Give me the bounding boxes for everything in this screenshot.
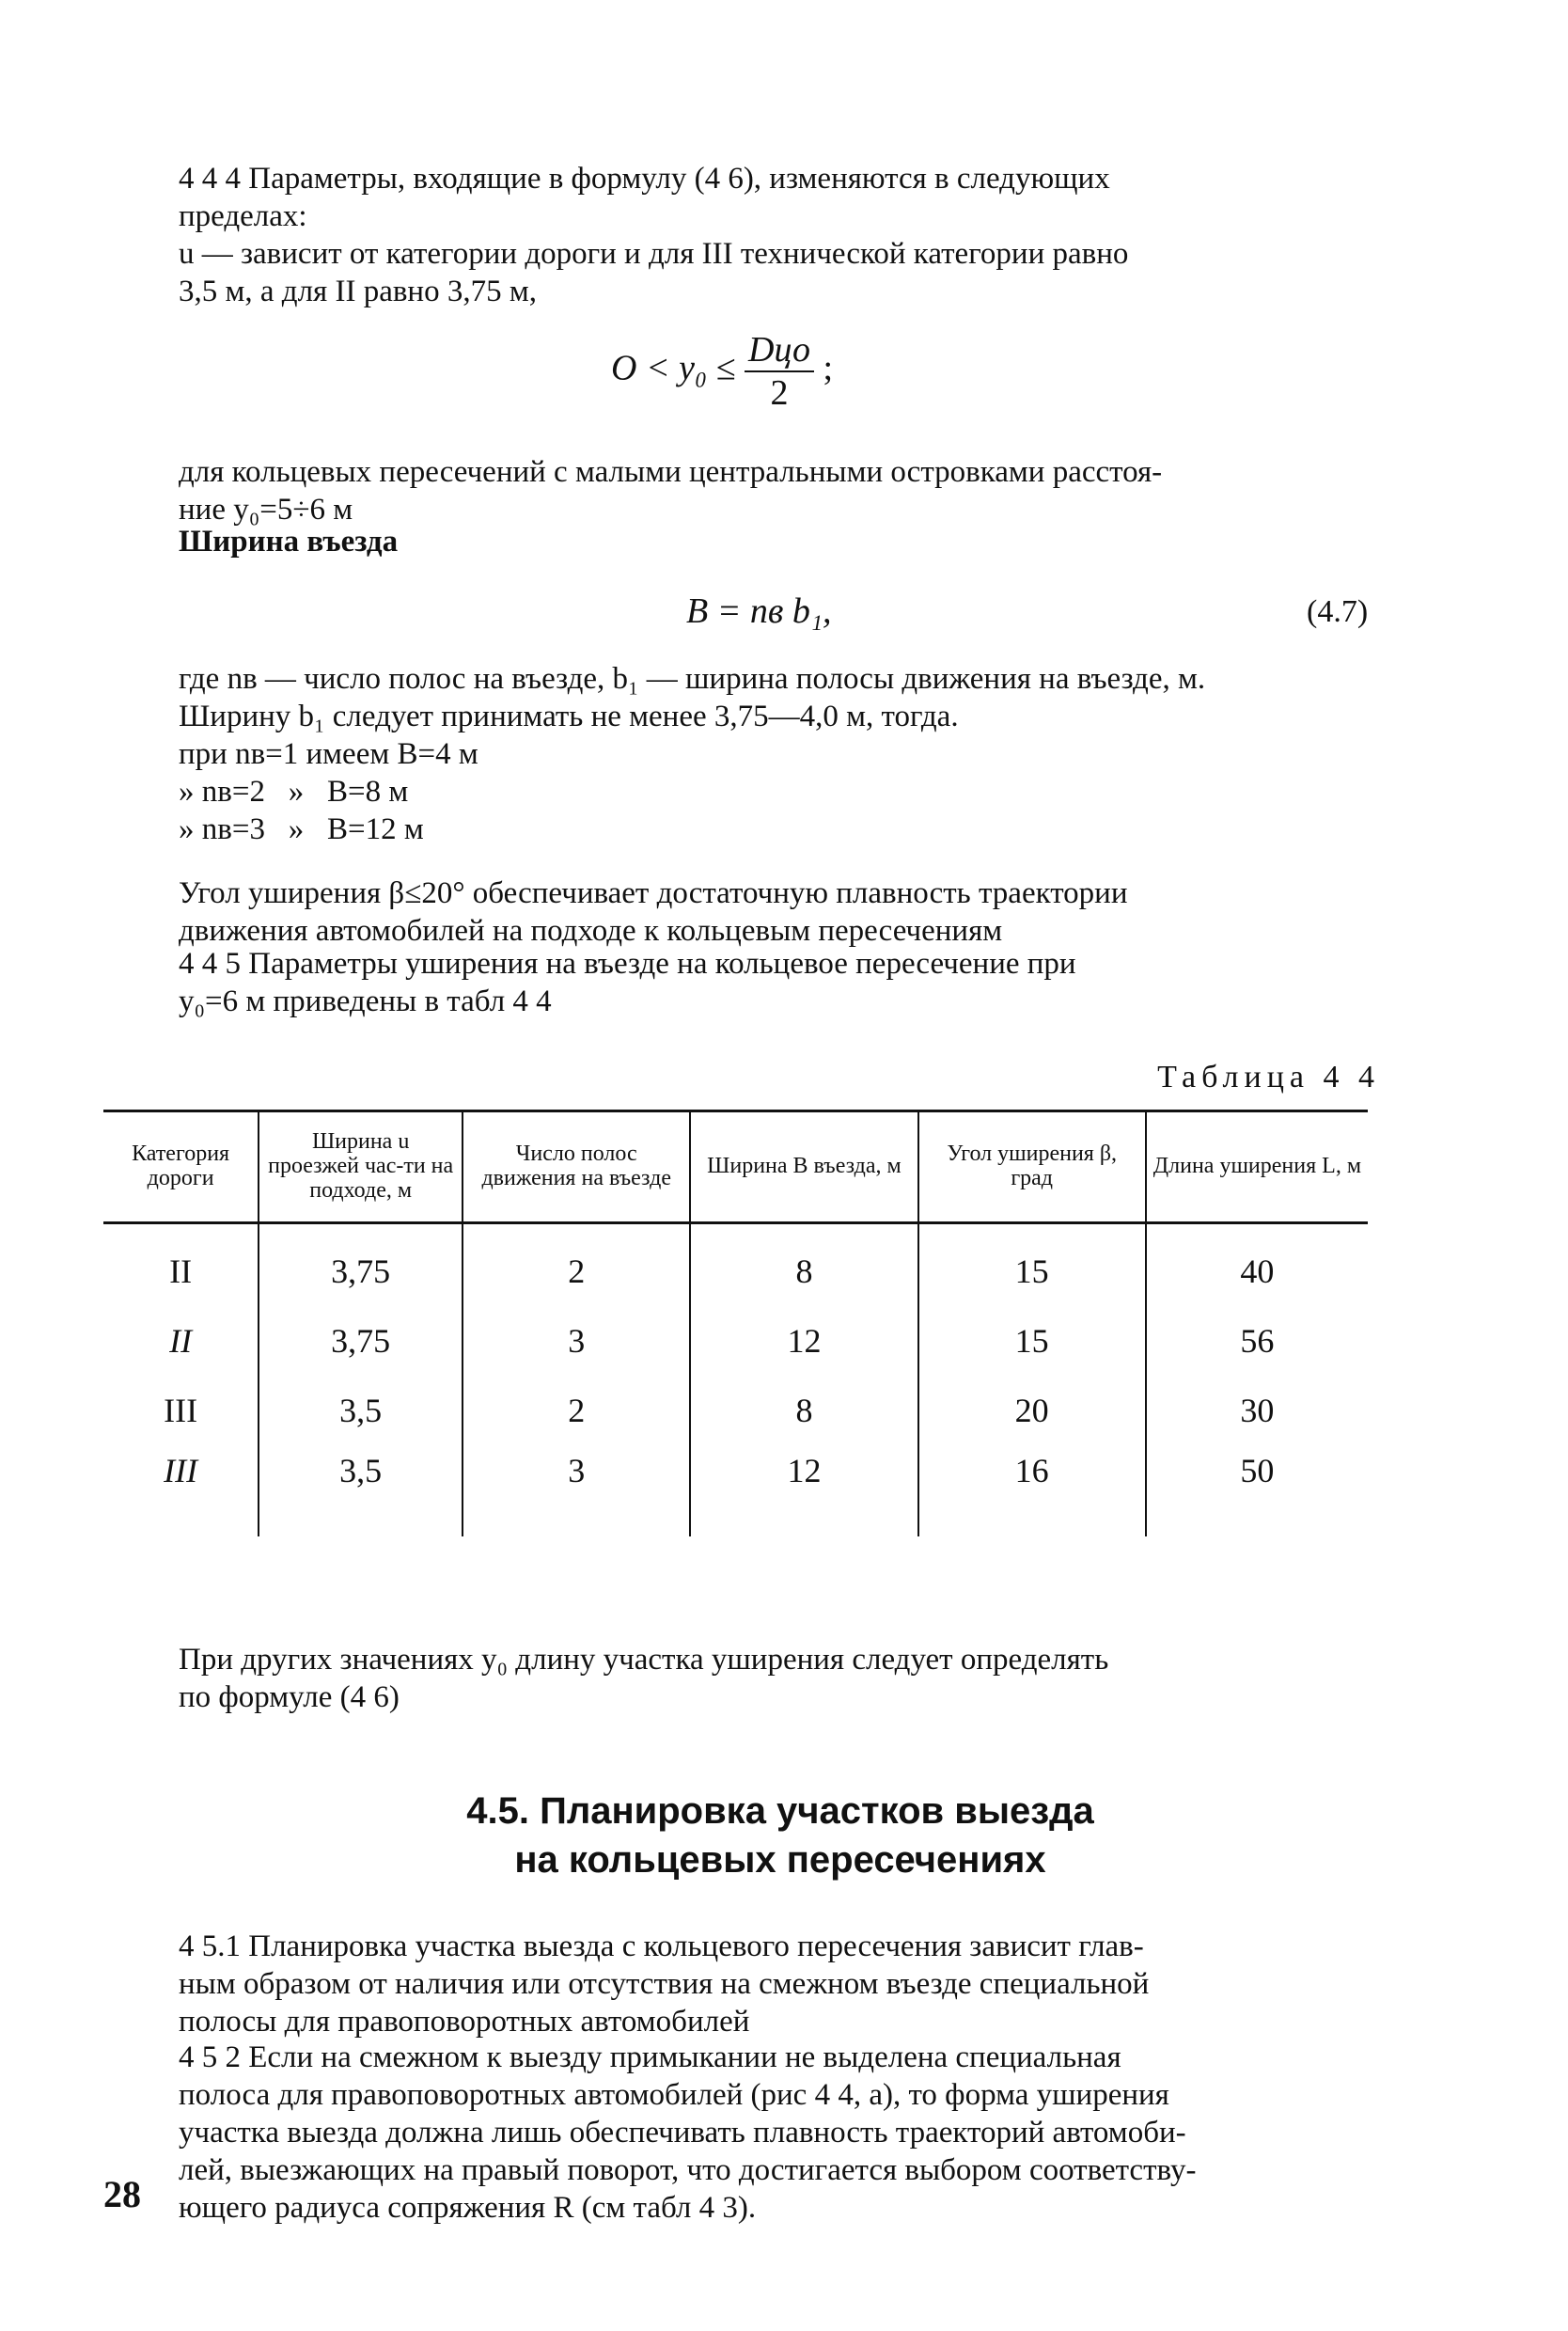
text-line: для кольцевых пересечений с малыми центральными островками расстоя- [179, 455, 1163, 489]
table-row [103, 1445, 1368, 1536]
table-cell: 3 [463, 1445, 690, 1536]
table-cell: 3,5 [259, 1376, 463, 1445]
formula-y0-range [611, 329, 833, 414]
paragraph-angle [179, 874, 1382, 950]
text-line: ющего радиуса сопряжения R (см табл 4 3). [179, 2191, 757, 2225]
paragraph-other-values [179, 1641, 1382, 1716]
table-cell: 20 [918, 1376, 1146, 1445]
table-cell: II [169, 1322, 193, 1360]
text-line: 4 4 4 Параметры, входящие в формулу (4 6), изменяются в следующих [179, 162, 1110, 196]
section-heading [179, 1787, 1382, 1884]
fraction-denominator: 2 [770, 373, 789, 413]
text-line: ным образом от наличия или отсутствия на смежном въезде специальной [179, 1967, 1150, 2001]
text-line: u — зависит от категории дороги и для III технической категории равно [179, 237, 1129, 271]
table-cell: 40 [1146, 1223, 1368, 1307]
paragraph-ring-islands [179, 453, 1382, 528]
table-cell: 3,75 [259, 1306, 463, 1376]
table-cell: 50 [1146, 1445, 1368, 1536]
table-cell: 30 [1146, 1376, 1368, 1445]
text-line: участка выезда должна лишь обеспечивать плавность траекторий автомоби- [179, 2116, 1186, 2150]
table-cell: III [164, 1452, 198, 1489]
text-line: Ширину b₁ следует принимать не менее 3,75—4,0 м, тогда. [179, 700, 959, 733]
table-header-cell: Ширина u проезжей час-ти на подходе, м [259, 1111, 463, 1223]
formula-fraction [745, 329, 814, 414]
table-row [103, 1306, 1368, 1376]
table-cell: 8 [690, 1223, 917, 1307]
text-line: 4 5.1 Планировка участка выезда с кольцевого пересечения зависит глав- [179, 1929, 1144, 1963]
table-cell: 2 [463, 1223, 690, 1307]
text-line: » nв=2 » B=8 м [179, 775, 409, 809]
table-header-cell: Длина уширения L, м [1146, 1111, 1368, 1223]
table-header-cell: Число полос движения на въезде [463, 1111, 690, 1223]
text-line: где nв — число полос на въезде, b₁ — ширина полосы движения на въезде, м. [179, 662, 1206, 696]
table-cell: 15 [918, 1223, 1146, 1307]
text-line: 4 4 5 Параметры уширения на въезде на кольцевое пересечение при [179, 947, 1076, 981]
text-line: 3,5 м, а для II равно 3,75 м, [179, 275, 537, 308]
table-cell: II [169, 1252, 193, 1290]
formula-number: (4.7) [1307, 594, 1369, 629]
table-cell: 2 [463, 1376, 690, 1445]
heading-line: 4.5. Планировка участков выезда [466, 1790, 1094, 1832]
text-line: по формуле (4 6) [179, 1680, 400, 1714]
table-cell: 3 [463, 1306, 690, 1376]
table-cell: 15 [918, 1306, 1146, 1376]
table-cell: III [164, 1392, 198, 1429]
heading-line: на кольцевых пересечениях [514, 1839, 1046, 1881]
entry-width-label: Ширина въезда [179, 525, 399, 559]
table-header-cell: Ширина B въезда, м [690, 1111, 917, 1223]
table-cell: 12 [690, 1306, 917, 1376]
table-cell: 12 [690, 1445, 917, 1536]
text-line: » nв=3 » B=12 м [179, 812, 424, 846]
formula-left: O < y₀ ≤ [611, 348, 736, 388]
table-cell: 8 [690, 1376, 917, 1445]
table-header-cell: Угол уширения β, град [918, 1111, 1146, 1223]
formula-4-7: B = nв b₁, [686, 591, 832, 631]
text-line: при nв=1 имеем B=4 м [179, 737, 478, 771]
table-cell: 3,5 [259, 1445, 463, 1536]
text-line: ние y₀=5÷6 м [179, 493, 353, 527]
paragraph-4-5-1 [179, 1928, 1382, 2040]
text-line: полоса для правоповоротных автомобилей (рис 4 4, a), то форма уширения [179, 2078, 1169, 2112]
paragraph-4-4-5 [179, 945, 1382, 1020]
text-line: движения автомобилей на подходе к кольцевым пересечениям [179, 914, 1003, 948]
text-line: Угол уширения β≤20° обеспечивает достаточную плавность траектории [179, 876, 1128, 910]
table-title: Таблица 4 4 [1157, 1060, 1380, 1095]
table-cell: 3,75 [259, 1223, 463, 1307]
fraction-numerator: Dцо [745, 329, 814, 372]
table-header-row [103, 1111, 1368, 1223]
parameters-table [103, 1110, 1368, 1536]
paragraph-4-5-2 [179, 2039, 1382, 2227]
paragraph-4-4-4 [179, 160, 1382, 310]
text-line: пределах: [179, 199, 307, 233]
text-line: лей, выезжающих на правый поворот, что достигается выбором соответству- [179, 2153, 1197, 2187]
table-header-cell: Категория дороги [103, 1111, 259, 1223]
table-cell: 56 [1146, 1306, 1368, 1376]
formula-tail: ; [823, 348, 833, 388]
paragraph-where [179, 660, 1382, 848]
table-row [103, 1376, 1368, 1445]
text-line: полосы для правоповоротных автомобилей [179, 2005, 750, 2039]
text-line: При других значениях y₀ длину участка уширения следует определять [179, 1643, 1109, 1677]
text-line: y₀=6 м приведены в табл 4 4 [179, 984, 552, 1018]
table-row [103, 1223, 1368, 1307]
text-line: 4 5 2 Если на смежном к выезду примыкании не выделена специальная [179, 2040, 1121, 2074]
table-cell: 16 [918, 1445, 1146, 1536]
page-number: 28 [103, 2173, 141, 2215]
